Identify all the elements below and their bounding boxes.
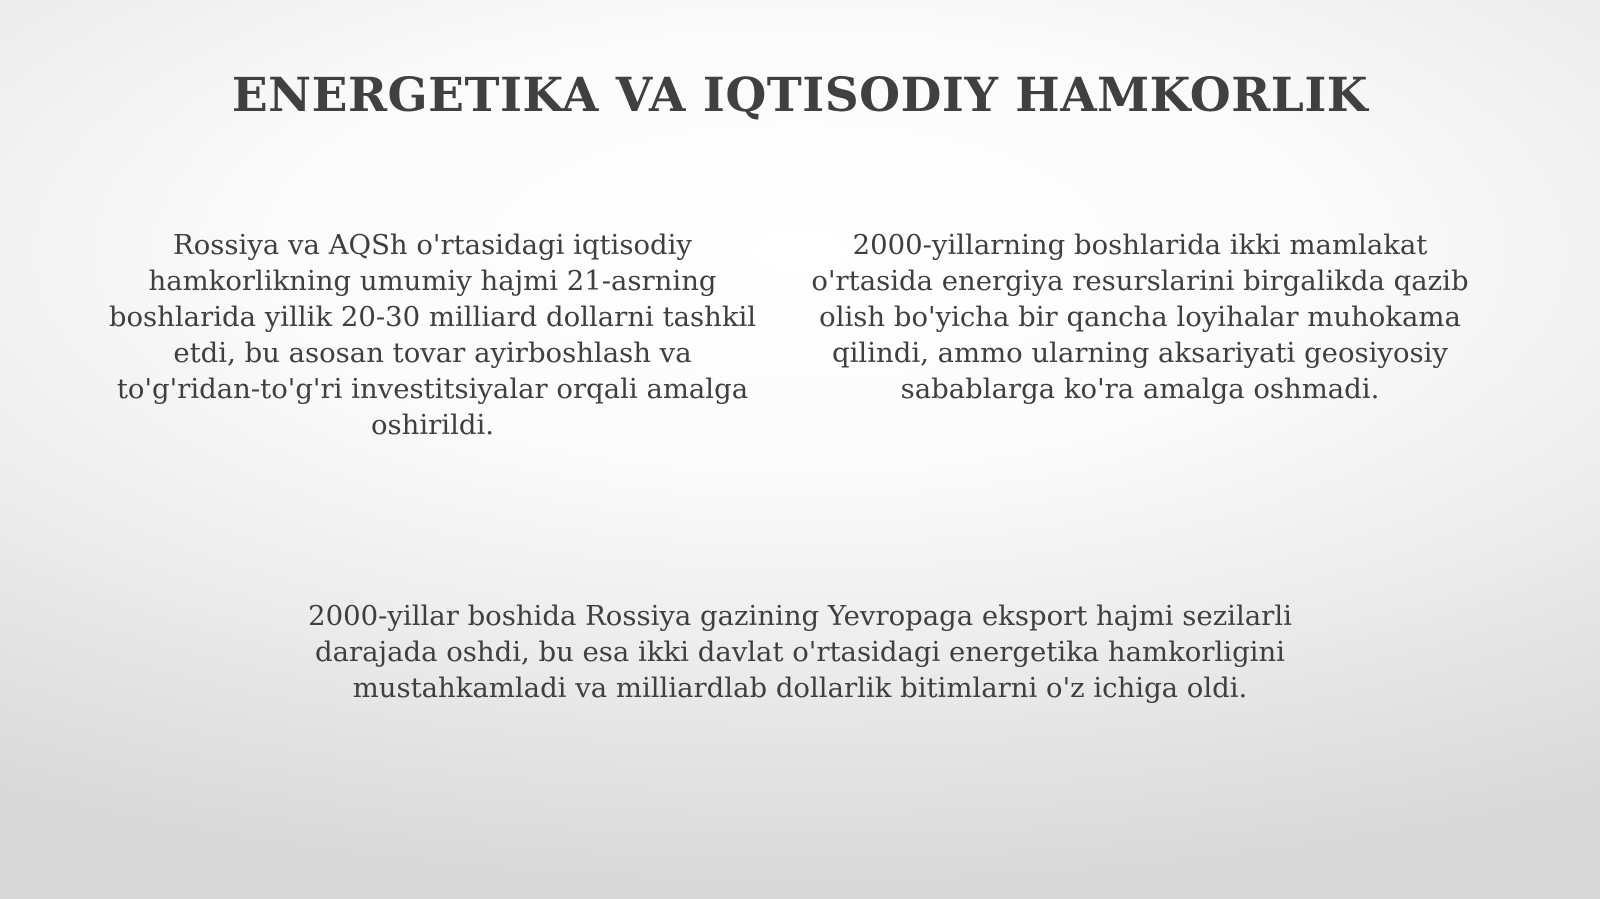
- bottom-paragraph: 2000-yillar boshida Rossiya gazining Yevropaga eksport hajmi sezilarli darajada oshdi, bu esa ikki davlat o'rtasidagi energetika hamkorligini mustahkamladi va milliardlab dollarlik bitimlarni o'z ichiga oldi.: [308, 600, 1292, 704]
- right-paragraph: 2000-yillarning boshlarida ikki mamlakat o'rtasida energiya resurslarini birgalikda qazib olish bo'yicha bir qancha loyihalar muhokama qilindi, ammo ularning aksariyati geosiyosiy sabablarga ko'ra amalga oshmadi.: [811, 229, 1469, 405]
- slide-title: ENERGETIKA VA IQTISODIY HAMKORLIK: [231, 68, 1369, 123]
- left-paragraph: Rossiya va AQSh o'rtasidagi iqtisodiy hamkorlikning umumiy hajmi 21-asrning boshlarida yillik 20-30 milliard dollarni tashkil etdi, bu asosan tovar ayirboshlash va to'g'ridan-to'g'ri investitsiyalar orqali amalga oshirildi.: [108, 229, 757, 441]
